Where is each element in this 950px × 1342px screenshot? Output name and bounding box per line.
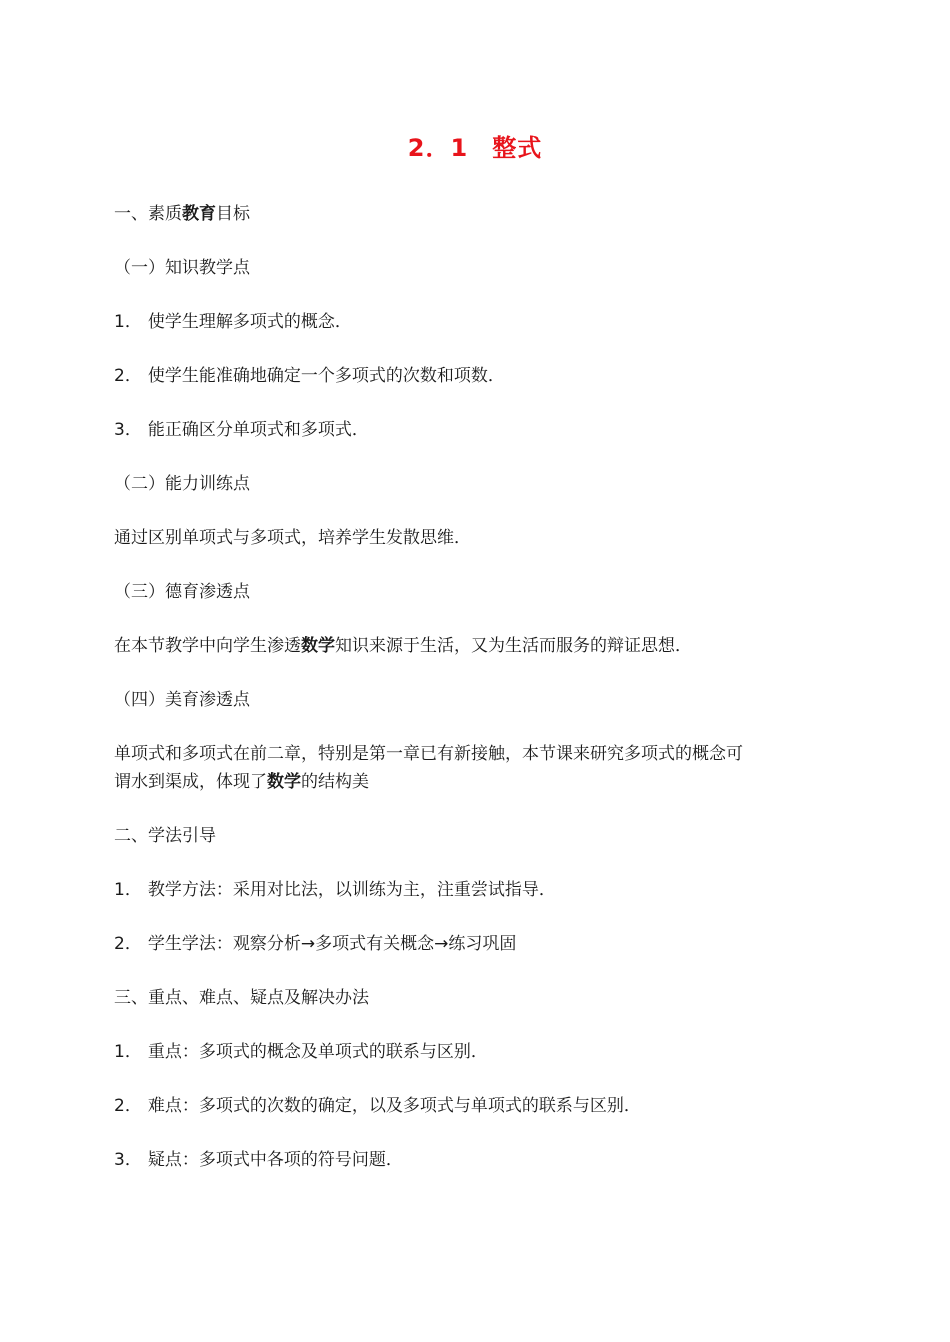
title-text: 整式 xyxy=(492,134,543,162)
paragraph-text: 在本节教学中向学生渗透 xyxy=(114,636,301,656)
paragraph-text: 谓水到渠成，体现了 xyxy=(114,772,267,792)
item-number: 2． xyxy=(114,1096,142,1116)
list-item xyxy=(114,1038,844,1066)
item-number: 2． xyxy=(114,934,142,954)
section-heading-key-points: 三、重点、难点、疑点及解决办法 xyxy=(114,988,369,1008)
paragraph: 通过区别单项式与多项式，培养学生发散思维． xyxy=(114,528,471,548)
section-heading-method: 二、学法引导 xyxy=(114,826,216,846)
paragraph-text-end: 的结构美 xyxy=(301,772,369,792)
paragraph-line: 单项式和多项式在前二章，特别是第一章已有新接触，本节课来研究多项式的概念可 xyxy=(114,744,743,764)
item-text: 重点：多项式的概念及单项式的联系与区别． xyxy=(147,1042,488,1062)
item-text: 难点：多项式的次数的确定，以及多项式与单项式的联系与区别． xyxy=(147,1096,641,1116)
item-text: 使学生理解多项式的概念． xyxy=(147,312,352,332)
heading-text-end: 目标 xyxy=(216,204,250,224)
subheading-ability: （二）能力训练点 xyxy=(114,474,250,494)
list-item xyxy=(114,930,844,958)
bold-term: 教育 xyxy=(182,204,216,224)
item-text: 能正确区分单项式和多项式． xyxy=(147,420,369,440)
bold-term: 数学 xyxy=(301,636,335,656)
item-number: 1． xyxy=(114,880,142,900)
subheading-moral: （三）德育渗透点 xyxy=(114,582,250,602)
title-number: 2．1 xyxy=(407,134,469,162)
document-title xyxy=(0,128,950,163)
list-item xyxy=(114,1092,844,1120)
item-number: 3． xyxy=(114,420,142,440)
item-text: 使学生能准确地确定一个多项式的次数和项数． xyxy=(147,366,505,386)
item-number: 2． xyxy=(114,366,142,386)
item-number: 1． xyxy=(114,312,142,332)
list-item xyxy=(114,362,844,390)
list-item xyxy=(114,876,844,904)
item-text: 学生学法：观察分析→多项式有关概念→练习巩固 xyxy=(147,934,517,954)
list-item xyxy=(114,308,844,336)
item-text: 疑点：多项式中各项的符号问题． xyxy=(147,1150,403,1170)
item-number: 1． xyxy=(114,1042,142,1062)
heading-text: 一、素质 xyxy=(114,204,182,224)
list-item xyxy=(114,416,844,444)
subheading-knowledge: （一）知识教学点 xyxy=(114,258,250,278)
item-number: 3． xyxy=(114,1150,142,1170)
paragraph xyxy=(114,632,844,660)
bold-term: 数学 xyxy=(267,772,301,792)
section-heading-goals xyxy=(114,200,844,228)
paragraph-line xyxy=(114,768,844,796)
list-item xyxy=(114,1146,844,1174)
subheading-aesthetic: （四）美育渗透点 xyxy=(114,690,250,710)
paragraph-text-end: 知识来源于生活，又为生活而服务的辩证思想． xyxy=(335,636,692,656)
item-text: 教学方法：采用对比法，以训练为主，注重尝试指导． xyxy=(147,880,556,900)
